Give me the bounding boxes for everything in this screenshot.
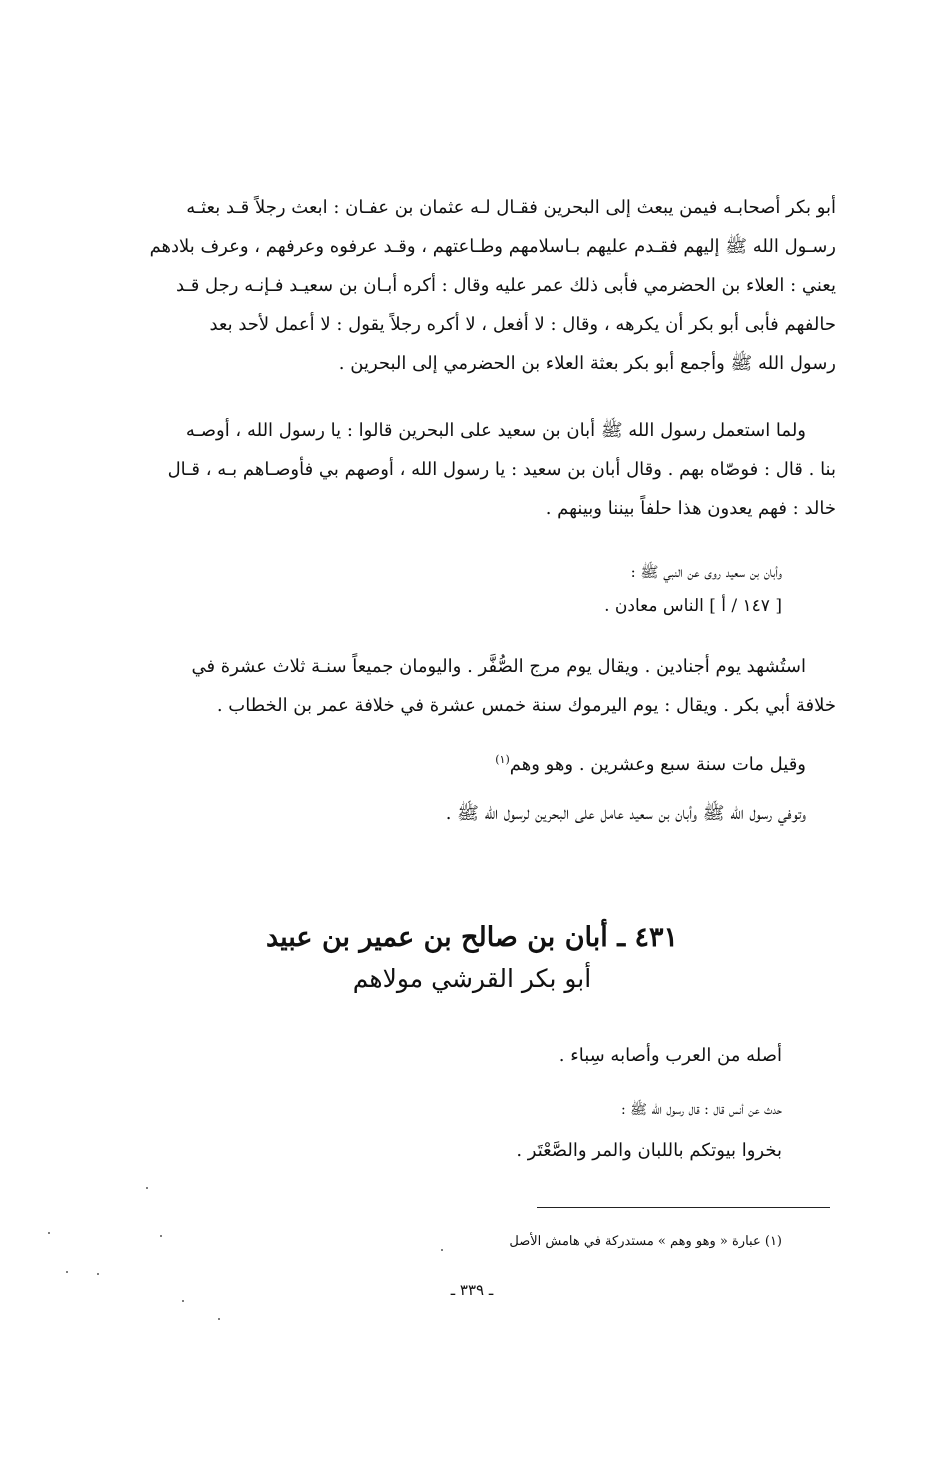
paragraph-4 bbox=[136, 740, 836, 779]
text-line bbox=[136, 740, 836, 779]
paragraph-5 bbox=[136, 794, 836, 833]
paragraph-3 bbox=[136, 647, 836, 725]
text-line: استُشهد يوم أجنادين . ويقال يوم مرج الصُّفَّر . واليومان جميعاً سنـة ثلاث عشرة في bbox=[191, 656, 806, 677]
footnote-marker: (١) bbox=[495, 753, 510, 766]
hadith-quote-2 bbox=[162, 1093, 782, 1170]
scan-speck bbox=[218, 1318, 220, 1320]
entry-title: ٤٣١ ـ أبان بن صالح بن عمير بن عبيد bbox=[265, 922, 679, 953]
scan-speck bbox=[160, 1235, 162, 1237]
entry-subtitle: أبو بكر القرشي مولاهم bbox=[352, 964, 592, 993]
text-line: وتوفي رسول الله ﷺ وأبان بن سعيد عامل على البحرين لرسول الله ﷺ . bbox=[445, 803, 806, 824]
text-line: [ ١٤٧ / أ ] الناس معادن . bbox=[604, 596, 782, 616]
text-line: رسول الله ﷺ وأجمع أبو بكر بعثة العلاء بن الحضرمي إلى البحرين . bbox=[338, 353, 836, 374]
text-line: حدث عن أنس قال : قال رسول الله ﷺ : bbox=[620, 1102, 782, 1118]
paragraph-1 bbox=[136, 188, 836, 383]
text-line: أصله من العرب وأصابه سِباء . bbox=[558, 1045, 782, 1066]
scan-speck bbox=[441, 1249, 443, 1251]
text-line: خلافة أبي بكر . ويقال : يوم اليرموك سنة خمس عشرة في خلافة عمر بن الخطاب . bbox=[216, 695, 836, 716]
scan-speck bbox=[97, 1273, 99, 1275]
text-line: حالفهم فأبى أبو بكر أن يكرهه ، وقال : لا أفعل ، لا أكره رجلاً يقول : لا أعمل لأحد بعد bbox=[209, 314, 836, 335]
scan-speck bbox=[66, 1271, 68, 1273]
text-line: ولما استعمل رسول الله ﷺ أبان بن سعيد على البحرين قالوا : يا رسول الله ، أوصـه bbox=[185, 420, 806, 441]
paragraph-2 bbox=[136, 411, 836, 528]
text-line: وأبان بن سعيد روى عن النبي ﷺ : bbox=[630, 563, 782, 581]
scan-speck bbox=[146, 1187, 148, 1189]
text-line: رسـول الله ﷺ إليهم فقـدم عليهم بـاسلامهم وطـاعتهم ، وقـد عرفوه وعرفهم ، وعرف بلادهم bbox=[149, 236, 836, 257]
text-line: خالد : فهم يعدون هذا حلفاً بيننا وبينهم . bbox=[545, 498, 836, 519]
hadith-quote-1 bbox=[162, 555, 782, 623]
entry-paragraph bbox=[162, 1036, 782, 1075]
text-line: يعني : العلاء بن الحضرمي فأبى ذلك عمر عليه وقال : أكره أبـان بن سعيـد فـإنـه رجل قـد bbox=[175, 275, 836, 296]
page-number: ـ ٣٣٩ ـ bbox=[450, 1281, 494, 1299]
paragraph-4-text: وقيل مات سنة سبع وعشرين . وهو وهم bbox=[509, 754, 806, 775]
scan-speck bbox=[182, 1300, 184, 1302]
text-line: أبو بكر أصحابـه فيمن يبعث إلى البحرين فقـال لـه عثمان بن عفـان : ابعث رجلاً قـد بعثـه bbox=[186, 197, 836, 218]
footnote-divider bbox=[537, 1207, 830, 1208]
text-line: بنا . قال : فوصّاه بهم . وقال أبان بن سعيد : يا رسول الله ، أوصهم بي فأوصـاهم بـه ، قـال bbox=[167, 459, 836, 480]
footnote: (١) عبارة « وهو وهم » مستدركة في هامش الأصل bbox=[509, 1234, 782, 1249]
text-line: بخروا بيوتكم باللبان والمر والصَّعْتَر . bbox=[516, 1140, 782, 1161]
scan-speck bbox=[48, 1232, 50, 1234]
